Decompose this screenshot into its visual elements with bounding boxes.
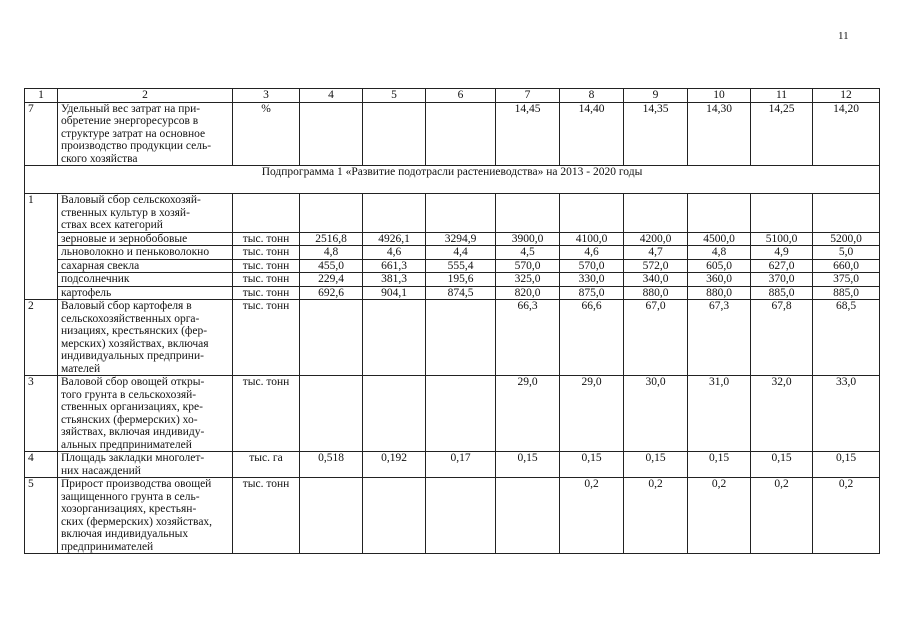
value-cell: 0,2 (624, 478, 688, 554)
row-number: 2 (25, 300, 58, 376)
value-cell (426, 376, 496, 452)
value-cell (426, 194, 496, 233)
value-cell (496, 194, 560, 233)
crop-name: картофель (58, 286, 233, 300)
row-number: 5 (25, 478, 58, 554)
value-cell (751, 194, 813, 233)
column-number-row (25, 89, 880, 103)
name-line: ствах всех категорий (61, 219, 163, 231)
value-cell: 31,0 (688, 376, 751, 452)
column-number: 10 (688, 89, 751, 103)
column-number: 8 (560, 89, 624, 103)
value-cell: 885,0 (751, 286, 813, 300)
value-cell: 660,0 (813, 259, 880, 273)
crop-row (25, 246, 880, 260)
value-cell: 4500,0 (688, 232, 751, 246)
unit-cell: тыс. тонн (233, 273, 300, 287)
name-line: индивидуальных предприни- (61, 350, 204, 362)
row-number: 1 (25, 194, 58, 233)
column-number: 6 (426, 89, 496, 103)
indicator-name (58, 376, 233, 452)
name-line: них насаждений (61, 464, 141, 477)
name-line: Прирост производства овощей (61, 478, 212, 490)
value-cell: 661,3 (363, 259, 426, 273)
value-cell (496, 478, 560, 554)
value-cell: 14,20 (813, 102, 880, 166)
value-cell (363, 194, 426, 233)
value-cell: 14,35 (624, 102, 688, 166)
value-cell: 14,45 (496, 102, 560, 166)
name-line: Валовый сбор картофеля в (61, 300, 192, 312)
unit-cell (233, 194, 300, 233)
value-cell: 0,2 (751, 478, 813, 554)
value-cell: 33,0 (813, 376, 880, 452)
value-cell (688, 194, 751, 233)
value-cell (363, 102, 426, 166)
value-cell (300, 300, 363, 376)
name-line: обретение энергоресурсов в (61, 115, 199, 127)
indicator-name (58, 300, 233, 376)
value-cell: 885,0 (813, 286, 880, 300)
value-cell: 30,0 (624, 376, 688, 452)
crop-row (25, 273, 880, 287)
row-7 (25, 102, 880, 166)
column-number: 5 (363, 89, 426, 103)
value-cell (363, 376, 426, 452)
indicator-name (58, 478, 233, 554)
crop-row (25, 259, 880, 273)
value-cell: 330,0 (560, 273, 624, 287)
unit-cell: тыс. тонн (233, 376, 300, 452)
value-cell: 325,0 (496, 273, 560, 287)
page-number: 11 (838, 30, 849, 42)
name-line: предпринимателей (61, 540, 154, 553)
value-cell: 195,6 (426, 273, 496, 287)
unit-cell: тыс. тонн (233, 478, 300, 554)
value-cell: 32,0 (751, 376, 813, 452)
value-cell: 627,0 (751, 259, 813, 273)
value-cell: 0,15 (813, 452, 880, 478)
value-cell (363, 478, 426, 554)
value-cell: 14,30 (688, 102, 751, 166)
name-line: зяйствах, включая индивиду- (61, 426, 205, 438)
column-number: 2 (58, 89, 233, 103)
value-cell: 820,0 (496, 286, 560, 300)
value-cell: 4926,1 (363, 232, 426, 246)
unit-cell: тыс. тонн (233, 286, 300, 300)
value-cell: 0,15 (496, 452, 560, 478)
value-cell: 4,6 (363, 246, 426, 260)
value-cell (300, 102, 363, 166)
crop-name: зерновые и зернобобовые (58, 232, 233, 246)
column-number: 7 (496, 89, 560, 103)
name-line: структуре затрат на основное (61, 127, 206, 140)
value-cell: 874,5 (426, 286, 496, 300)
value-cell: 880,0 (624, 286, 688, 300)
row-number (25, 246, 58, 260)
value-cell: 0,15 (624, 452, 688, 478)
value-cell (560, 194, 624, 233)
value-cell: 4200,0 (624, 232, 688, 246)
value-cell (300, 194, 363, 233)
value-cell: 4,5 (496, 246, 560, 260)
value-cell: 0,2 (688, 478, 751, 554)
crop-row (25, 232, 880, 246)
name-line: ственных культур в хозяй- (61, 206, 190, 219)
value-cell: 5200,0 (813, 232, 880, 246)
column-number: 4 (300, 89, 363, 103)
value-cell: 14,40 (560, 102, 624, 166)
value-cell: 570,0 (496, 259, 560, 273)
value-cell: 68,5 (813, 300, 880, 376)
column-number: 12 (813, 89, 880, 103)
value-cell: 570,0 (560, 259, 624, 273)
indicators-table (24, 88, 880, 554)
unit-cell: тыс. тонн (233, 246, 300, 260)
value-cell: 67,0 (624, 300, 688, 376)
unit-cell: тыс. тонн (233, 300, 300, 376)
value-cell: 66,3 (496, 300, 560, 376)
value-cell (624, 194, 688, 233)
name-line: хозорганизациях, крестьян- (61, 503, 197, 515)
value-cell: 381,3 (363, 273, 426, 287)
value-cell: 0,2 (813, 478, 880, 554)
value-cell: 370,0 (751, 273, 813, 287)
name-line: защищенного грунта в сель- (61, 490, 200, 503)
row-3 (25, 376, 880, 452)
value-cell: 4,8 (300, 246, 363, 260)
indicator-name (58, 452, 233, 478)
value-cell (300, 478, 363, 554)
value-cell: 67,8 (751, 300, 813, 376)
value-cell: 5100,0 (751, 232, 813, 246)
value-cell: 4,4 (426, 246, 496, 260)
value-cell: 605,0 (688, 259, 751, 273)
crop-row (25, 286, 880, 300)
name-line: Площадь закладки многолет- (61, 452, 205, 464)
value-cell (813, 194, 880, 233)
value-cell: 4,8 (688, 246, 751, 260)
name-line: включая индивидуальных (61, 528, 189, 540)
value-cell: 0,192 (363, 452, 426, 478)
value-cell: 4100,0 (560, 232, 624, 246)
row-2 (25, 300, 880, 376)
name-line: ского хозяйства (61, 152, 138, 165)
value-cell: 229,4 (300, 273, 363, 287)
value-cell: 2516,8 (300, 232, 363, 246)
column-number: 3 (233, 89, 300, 103)
value-cell: 4,9 (751, 246, 813, 260)
unit-cell: тыс. тонн (233, 232, 300, 246)
value-cell: 0,518 (300, 452, 363, 478)
indicator-name (58, 194, 233, 233)
unit-cell: % (233, 102, 300, 166)
name-line: Удельный вес затрат на при- (61, 102, 201, 115)
name-line: ских (фермерских) хозяйствах, (61, 515, 213, 528)
unit-cell: тыс. тонн (233, 259, 300, 273)
crop-name: льноволокно и пеньковолокно (58, 246, 233, 260)
value-cell: 3294,9 (426, 232, 496, 246)
value-cell: 572,0 (624, 259, 688, 273)
value-cell: 29,0 (496, 376, 560, 452)
name-line: производство продукции сель- (61, 140, 212, 152)
value-cell: 3900,0 (496, 232, 560, 246)
crop-name: подсолнечник (58, 273, 233, 287)
value-cell: 4,7 (624, 246, 688, 260)
column-number: 1 (25, 89, 58, 103)
value-cell: 904,1 (363, 286, 426, 300)
value-cell: 692,6 (300, 286, 363, 300)
column-number: 11 (751, 89, 813, 103)
name-line: мерских) хозяйствах, включая (61, 337, 209, 350)
name-line: того грунта в сельскохозяй- (61, 388, 197, 401)
name-line: Валовой сбор овощей откры- (61, 376, 205, 388)
name-line: мателей (61, 362, 101, 375)
row-number (25, 259, 58, 273)
value-cell (363, 300, 426, 376)
row-number: 7 (25, 102, 58, 166)
value-cell: 880,0 (688, 286, 751, 300)
value-cell (426, 478, 496, 554)
value-cell: 360,0 (688, 273, 751, 287)
column-number: 9 (624, 89, 688, 103)
value-cell: 555,4 (426, 259, 496, 273)
value-cell (300, 376, 363, 452)
value-cell: 29,0 (560, 376, 624, 452)
row-5 (25, 478, 880, 554)
value-cell: 4,6 (560, 246, 624, 260)
name-line: альных предпринимателей (61, 438, 192, 451)
name-line: низациях, крестьянских (фер- (61, 325, 208, 337)
row-number (25, 232, 58, 246)
unit-cell: тыс. га (233, 452, 300, 478)
row-number: 4 (25, 452, 58, 478)
subprogram-title: Подпрограмма 1 «Развитие подотрасли растениеводства» на 2013 - 2020 годы (25, 166, 880, 194)
indicator-name (58, 102, 233, 166)
value-cell: 375,0 (813, 273, 880, 287)
value-cell: 5,0 (813, 246, 880, 260)
value-cell (426, 300, 496, 376)
value-cell: 0,17 (426, 452, 496, 478)
value-cell: 0,2 (560, 478, 624, 554)
value-cell (426, 102, 496, 166)
row-number: 3 (25, 376, 58, 452)
value-cell: 0,15 (751, 452, 813, 478)
crop-name: сахарная свекла (58, 259, 233, 273)
row-number (25, 286, 58, 300)
name-line: ственных организациях, кре- (61, 401, 203, 413)
name-line: сельскохозяйственных орга- (61, 312, 200, 325)
name-line: Валовый сбор сельскохозяй- (61, 194, 201, 206)
row-1-header (25, 194, 880, 233)
row-number (25, 273, 58, 287)
value-cell: 340,0 (624, 273, 688, 287)
value-cell: 66,6 (560, 300, 624, 376)
value-cell: 875,0 (560, 286, 624, 300)
value-cell: 67,3 (688, 300, 751, 376)
subprogram-row (25, 166, 880, 194)
value-cell: 0,15 (688, 452, 751, 478)
value-cell: 0,15 (560, 452, 624, 478)
value-cell: 14,25 (751, 102, 813, 166)
value-cell: 455,0 (300, 259, 363, 273)
name-line: стьянских (фермерских) хо- (61, 413, 198, 426)
row-4 (25, 452, 880, 478)
